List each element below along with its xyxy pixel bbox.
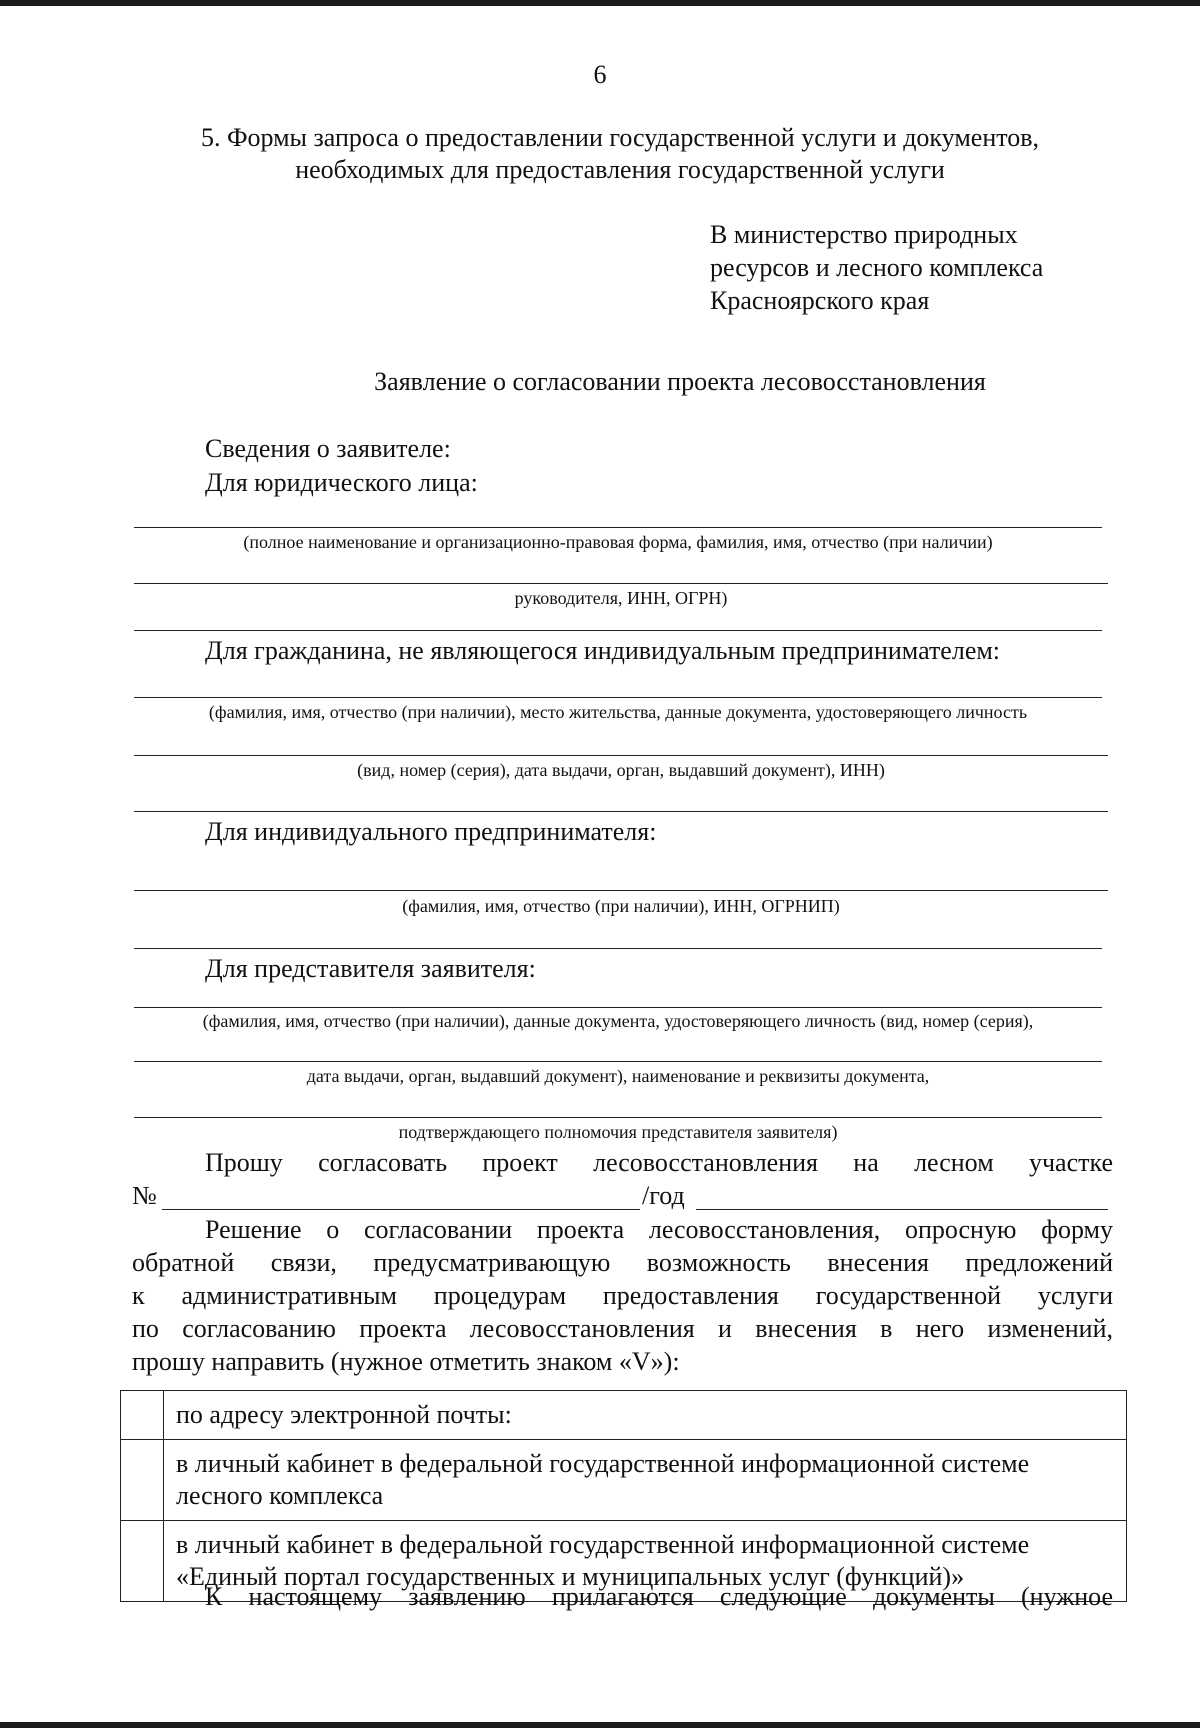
request-line-1: Прошу согласовать проект лесовосстановления на лесном участке [205, 1148, 1113, 1177]
citizen-field-3[interactable] [134, 811, 1108, 812]
legal-entity-field-1[interactable] [134, 527, 1102, 528]
delivery-option-email-checkbox[interactable] [121, 1391, 164, 1440]
entrepreneur-field-1[interactable] [134, 890, 1108, 891]
legal-entity-field-3[interactable] [134, 630, 1102, 631]
decision-line-1: Решение о согласовании проекта лесовосстановления, опросную форму [205, 1215, 1113, 1244]
citizen-heading: Для гражданина, не являющегося индивидуальным предпринимателем: [205, 636, 1001, 665]
decision-line-2: обратной связи, предусматривающую возможность внесения предложений [132, 1248, 1113, 1277]
representative-hint-1: (фамилия, имя, отчество (при наличии), данные документа, удостоверяющего личность (вид, номер (серия), [202, 1011, 1034, 1031]
plot-year-field[interactable] [696, 1209, 1108, 1210]
top-edge [0, 0, 1200, 6]
addressee-line-2: ресурсов и лесного комплекса [710, 253, 1044, 282]
entrepreneur-heading: Для индивидуального предпринимателя: [205, 817, 657, 846]
plot-year-label: /год [642, 1181, 685, 1210]
plot-number-field[interactable] [162, 1209, 640, 1210]
decision-line-3: к административным процедурам предоставления государственной услуги [132, 1281, 1113, 1310]
representative-field-2[interactable] [134, 1061, 1102, 1062]
citizen-field-2[interactable] [134, 755, 1108, 756]
delivery-option-forest-system [121, 1440, 1127, 1521]
applicant-info-heading: Сведения о заявителе: [205, 434, 451, 463]
attachments-line: К настоящему заявлению прилагаются следующие документы (нужное [205, 1582, 1113, 1611]
form-title: Заявление о согласовании проекта лесовосстановления [374, 367, 986, 396]
legal-entity-heading: Для юридического лица: [205, 468, 478, 497]
delivery-option-email-label: по адресу электронной почты: [164, 1391, 1127, 1440]
representative-field-3[interactable] [134, 1117, 1102, 1118]
delivery-options-table [120, 1390, 1127, 1602]
addressee-line-1: В министерство природных [710, 220, 1018, 249]
legal-entity-field-2[interactable] [134, 583, 1108, 584]
section-title-line-2: необходимых для предоставления государственной услуги [295, 155, 945, 184]
citizen-hint-1: (фамилия, имя, отчество (при наличии), место жительства, данные документа, удостоверяющего личность [208, 702, 1028, 722]
legal-entity-hint-1: (полное наименование и организационно-правовая форма, фамилия, имя, отчество (при наличии) [243, 532, 993, 552]
entrepreneur-field-2[interactable] [134, 948, 1102, 949]
decision-line-4: по согласованию проекта лесовосстановления и внесения в него изменений, [132, 1314, 1113, 1343]
bottom-edge [0, 1722, 1200, 1728]
citizen-hint-2: (вид, номер (серия), дата выдачи, орган, выдавший документ), ИНН) [357, 760, 885, 780]
decision-line-5: прошу направить (нужное отметить знаком «V»): [132, 1347, 680, 1376]
representative-field-1[interactable] [134, 1007, 1102, 1008]
addressee-line-3: Красноярского края [710, 286, 930, 315]
page-number: 6 [593, 60, 607, 89]
delivery-option-email [121, 1391, 1127, 1440]
section-title-line-1: 5. Формы запроса о предоставлении государственной услуги и документов, [200, 123, 1040, 152]
delivery-option-gosuslugi-label: в личный кабинет в федеральной государственной информационной системе «Единый портал государственных и муниципальных услуг (функций)» [164, 1521, 1127, 1602]
citizen-field-1[interactable] [134, 697, 1102, 698]
delivery-option-forest-system-label: в личный кабинет в федеральной государственной информационной системе лесного комплекса [164, 1440, 1127, 1521]
entrepreneur-hint-1: (фамилия, имя, отчество (при наличии), ИНН, ОГРНИП) [402, 896, 840, 916]
legal-entity-hint-2: руководителя, ИНН, ОГРН) [514, 588, 728, 608]
representative-hint-2: дата выдачи, орган, выдавший документ), наименование и реквизиты документа, [306, 1066, 930, 1086]
representative-hint-3: подтверждающего полномочия представителя заявителя) [398, 1122, 838, 1142]
delivery-option-gosuslugi-checkbox[interactable] [121, 1521, 164, 1602]
representative-heading: Для представителя заявителя: [205, 954, 536, 983]
plot-number-label: № [132, 1181, 157, 1210]
delivery-option-forest-system-checkbox[interactable] [121, 1440, 164, 1521]
